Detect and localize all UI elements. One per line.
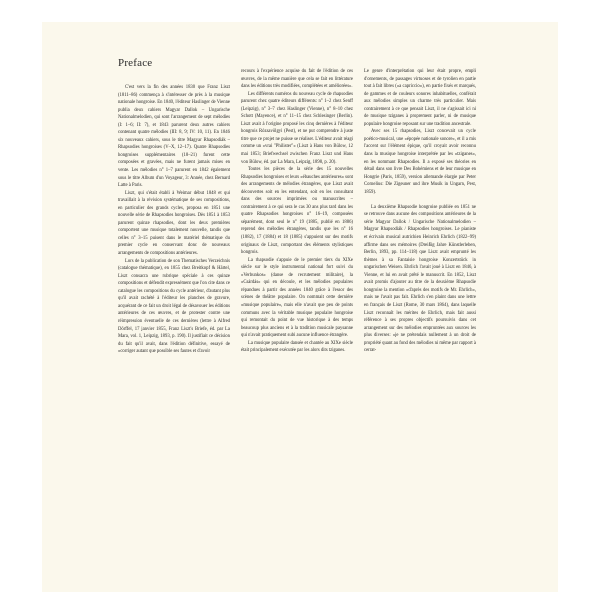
- paragraph: Avec ses 15 rhapsodies, Liszt concevait un cycle poético-musical, une «épopée nationale sonore», et il a mis l'accent sur l'élément épique, qu'il croyait avoir reconnu dans la musique hongroise interprétée par les «tziganes», en les nommant Rhapsodies. Il a exposé ses théories en détail dans son livre Des Bohémiens et de leur musique en Hongrie (Paris, 1859), version allemande élargie par Peter Cornelius: Die Zigeuner und ihre Musik in Ungarn, Pest, 1859).: [364, 129, 476, 195]
- page-title: Preface: [118, 57, 153, 69]
- text-column-3: [364, 68, 476, 355]
- document-page: [42, 22, 558, 592]
- paragraph: C'est vers la fin des années 1830 que Franz Liszt (1811–86) commença à s'intéresser de près à la musique nationale hongroise. En 1840, l'éditeur Haslinger de Vienne publia deux cahiers Magyar Dallok – Ungarische Nationalmelodien, qui sont l'arrangement de sept mélodies (I: 1–6; II: 7), et 1843 parurent deux autres cahiers contenant quatre mélodies (III: 8, 9; IV: 10, 11). En 1846 six nouveaux cahiers, sous le titre Magyar Rhapsodiák – Rhapsodies hongroises (V–X, 12–17). Quatre Rhapsodies hongroises supplémentaires (18–21) furent cette composées et gravées, mais ne furent jamais mises en vente. Les mélodies n° 1–7 parurent en 1842 également sous le titre Album d'un Voyageur, 3: Année, chez Bernard Latte à Paris.: [118, 85, 230, 189]
- paragraph: Lors de la publication de son Thematisches Verzeichnis (catalogue thématique), en 1855 chez Breitkopf & Härtel, Liszt consacra une rubrique spéciale à ces quinze compositions et défendit expressément que l'on cite dans ce catalogue les compositions du cycle antérieur, d'autant plus qu'il avait rachété à l'éditeur les planches de gravure, acquérant de ce fait un droit légal de désavouer les éditions antérieures de ces œuvres, et de protester contre une réimpression éventuelle de ces dernières (lettre à Alfred Dörffel, 17 janvier 1855, Franz Liszt's Briefe, éd. par La Mara, vol. 1, Leipzig, 1893, p. 190). Il justifiait ce décision du fait qu'il avait, dans l'édition définitive, essayé de «corriger autant que possible ses fautes et d'avoir: [118, 258, 230, 355]
- paragraph: La rhapsodie s'appuie de le premier tiers du XIXe siècle sur le style instrumental national fort suivi du «Verbunkos» (danse de recrutement militaire), la «Csárdás» qui en découle, et les mélodies populaires répandues à partir des années 1840 grâce à l'essor des scènes de théâtre populaire. On nommait cette dernière «musique populaire», mais elle n'avait que peu de points communs avec la véritable musique populaire hongroise qui remontait du point de vue historique à des temps beaucoup plus anciens et à la tradition musicale paysanne qui n'avait pratiquement subi aucune influence étrangère.: [241, 257, 353, 339]
- paragraph: Le genre d'interprétation qui leur était propre, empli d'ornements, de passages virtuoses et de tyrolien en partie tout à fait libres («a capriccio»), en partie fixés et marqués, de gammes et de couleurs sonores inhabituelles, conférait aux mélodies simples un charme très particulier. Mais contrairement à ce que pensait Liszt, il ne s'agissait ici ni de musique tziganes à proprement parler, ni de musique populaire hongroise reposant sur une tradition ancestrale.: [364, 69, 476, 127]
- paragraph: Toutes les pièces de la série des 15 nouvelles Rhapsodies hongroises et leurs «ébauches antérieures» sont des arrangements de mélodies étrangères, que Liszt avait découvertes soit en les entendant, soit en les consultant dans des sources imprimées ou manuscrites – contrairement à ce qui sera le cas 30 ans plus tard dans les quatre Rhapsodies hongroises n° 16–19, composées séparément, dont seul le n° 19 (1885, publié en 1886) reprend des mélodies étrangères, tandis que les n° 16 (1882), 17 (1884) et 18 (1885) s'appuient sur des motifs originaux de Liszt, comportant des éléments stylistiques hongrois.: [241, 167, 353, 256]
- paragraph: recours à l'expérience acquise du fait de l'édition de ces œuvres, de la même manière que cela se fait en littérature dans les éditions très modifiées, complétées et améliorées».: [241, 69, 353, 90]
- paragraph: Les différents numéros du nouveau cycle de rhapsodies parurent chez quatre éditeurs différents: n° 1–2 chez Senff (Leipzig), n° 3–7 chez Haslinger (Vienne), n° 8–10 chez Schott (Mayence), et n° 11–15 chez Schlesinger (Berlin). Liszt avait à l'origine proposé les cinq dernières à l'éditeur hongrois Rózsavölgyi (Pest), et ne put comprendre à juste titre que ce projet ne puisse se réaliser. L'éditeur avait réagi comme un «vrai "Philister"» (Liszt à Hans von Bülow, 12 mai 1853; Briefwechsel zwischen Franz Liszt und Hans von Bülow, éd. par La Mara, Leipzig, 1898, p. 20).: [241, 91, 353, 165]
- text-column-2: [241, 68, 353, 355]
- paragraph: Liszt, qui s'était établi à Weimar début 1848 et qui travaillait à la révision systématique de ses compositions, en particulier des grands cycles, proposa en 1851 une nouvelle série de Rhapsodies hongroises. Dès 1851 à 1853 parurent quinze rhapsodies, dont les deux premières comportent une musique totalement nouvelle, tandis que celles n° 3–15 puisent dans le matériel thématique du premier cycle en conservant donc de nouveaux arrangements de compositions antérieures.: [118, 190, 230, 257]
- paragraph: La deuxième Rhapsodie hongroise publiée en 1851 ne se retrouve dans aucune des compositions antérieures de la série Magyar Dallok / Ungarische Nationalmelodien – Magyar Rhapsodiák / Rhapsodies hongroises. Le pianiste et écrivain musical autrichien Heinrich Ehrlich (1822–99) affirme dans ses mémoires (Dreißig Jahre Künstlerleben, Berlin, 1893, pp. 114–118) que Liszt avait emprunté les thèmes à sa Fantaisie hongroise Konzertstück in ungarischen Weisen. Ehrlich l'avait joué à Liszt en 1846, à Vienne, et lui en avait prêté le manuscrit. En 1852, Liszt avait promis d'ajouter au titre de la deuxième Rhapsodie hongroise la mention «d'après des motifs de Mr. Ehrlich», mais ne l'avait pas fait. Ehrlich s'en plaint dans une lettre en français de Liszt (Rome, 30 mars 1864), dans laquelle Liszt reconnaît les mérites de Ehrlich, mais fait aussi référence à ses propres objectifs poursuivis dans cet arrangement sur des mélodies empruntées aux sources les plus diverses: «je ne prétendais nullement à un droit de propriété quant au fond des mélodies ni même par rapport à cerrat-: [364, 204, 476, 354]
- text-column-1: [118, 84, 230, 356]
- paragraph: La musique populaire dansée et chantée au XIXe siècle était principalement exécutée par les alors dits tziganes.: [241, 340, 353, 354]
